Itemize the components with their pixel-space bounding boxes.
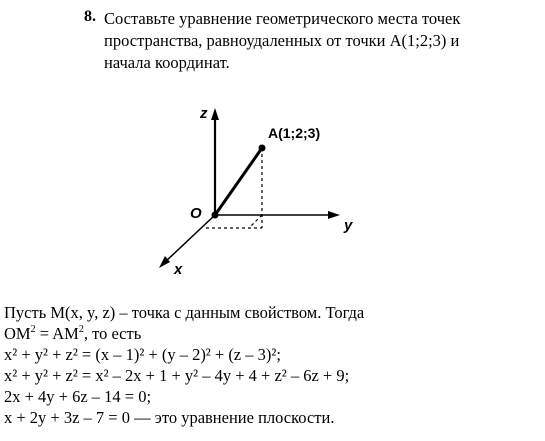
x-axis <box>164 215 215 263</box>
problem-text <box>104 8 539 74</box>
equation-3: 2x + 4y + 6z – 14 = 0; <box>4 387 152 406</box>
projection-parallel-x <box>249 215 262 228</box>
y-axis-label: y <box>344 217 353 234</box>
origin-point <box>212 212 219 219</box>
point-a-label: A(1;2;3) <box>268 125 321 141</box>
y-axis-arrow <box>328 211 340 219</box>
om-text: OM <box>4 324 31 343</box>
equation-1: x² + y² + z² = (x – 1)² + (y – 2)² + (z – 3)²; <box>4 345 281 364</box>
solution-line-1: Пусть M(x, y, z) – точка с данным свойством. Тогда <box>4 303 365 322</box>
om-square: 2 <box>30 324 36 335</box>
problem-line-2: пространства, равноудаленных от точки A(1;2;3) и <box>104 31 460 50</box>
z-axis-arrow <box>211 108 219 120</box>
problem-line-1: Составьте уравнение геометрического места точек <box>104 9 461 28</box>
problem-line-3: начала координат. <box>104 53 230 72</box>
segment-oa <box>215 148 262 215</box>
x-axis-arrow <box>159 256 170 268</box>
equation-4: x + 2y + 3z – 7 = 0 — это уравнение плоскости. <box>4 408 335 427</box>
am-square: 2 <box>78 324 84 335</box>
point-a <box>259 145 266 152</box>
axes-diagram <box>140 90 380 290</box>
origin-label: O <box>190 205 202 222</box>
solution <box>4 302 542 428</box>
problem-statement <box>84 8 539 74</box>
equation-2: x² + y² + z² = x² – 2x + 1 + y² – 4y + 4 + z² – 6z + 9; <box>4 366 350 385</box>
problem-number: 8. <box>84 8 96 25</box>
coordinate-figure <box>140 90 380 290</box>
x-axis-label: x <box>174 261 183 278</box>
z-axis-label: z <box>200 105 208 122</box>
line2-tail: , то есть <box>83 324 142 343</box>
solution-line-2 <box>4 323 542 344</box>
am-text: = AM <box>35 324 79 343</box>
